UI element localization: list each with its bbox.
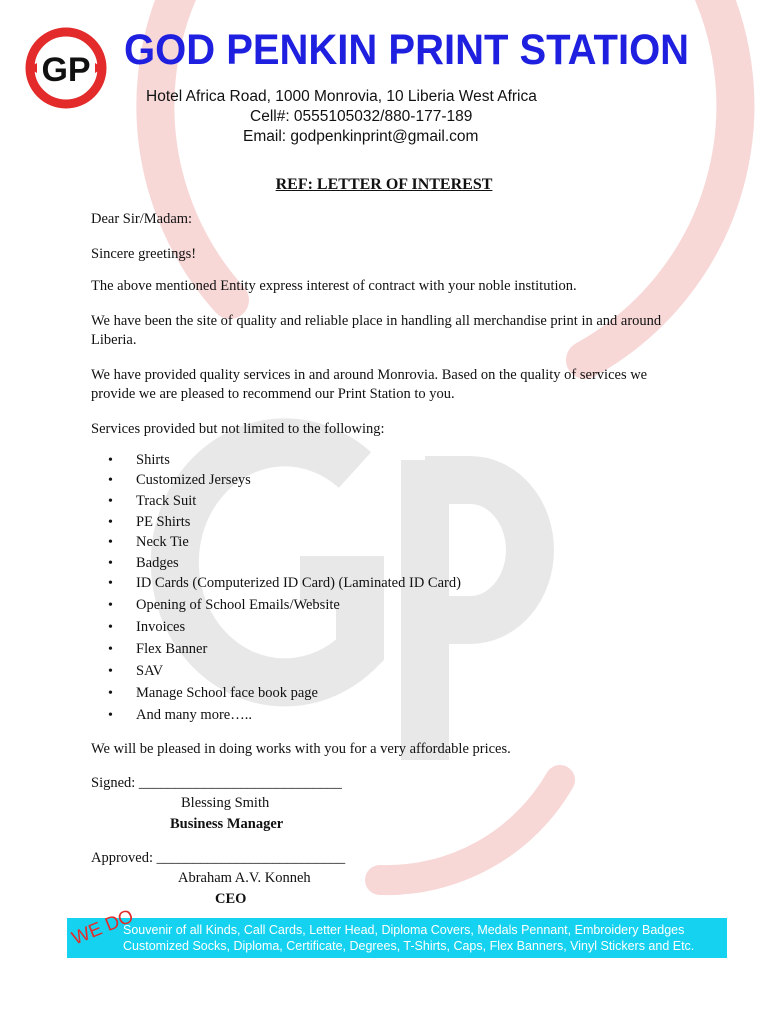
bullet-icon: •: [108, 576, 113, 591]
bullet-icon: •: [108, 556, 113, 571]
service-label: Track Suit: [136, 493, 197, 509]
service-label: Shirts: [136, 452, 170, 468]
bullet-icon: •: [108, 515, 113, 530]
list-item: [108, 534, 189, 551]
service-label: And many more…..: [136, 707, 252, 723]
services-intro: Services provided but not limited to the following:: [91, 421, 385, 437]
service-label: ID Cards (Computerized ID Card) (Laminated ID Card): [136, 575, 461, 591]
list-item: [108, 685, 318, 702]
greeting: Sincere greetings!: [91, 246, 197, 262]
bullet-icon: •: [108, 453, 113, 468]
signer-name: Blessing Smith: [181, 795, 270, 811]
salutation: Dear Sir/Madam:: [91, 211, 193, 227]
banner-line: Souvenir of all Kinds, Call Cards, Letter Head, Diploma Covers, Medals Pennant, Embroidery Badges: [123, 923, 685, 937]
letter-ref-text: REF: LETTER OF INTEREST: [275, 176, 493, 193]
bullet-icon: •: [108, 535, 113, 550]
bullet-icon: •: [108, 494, 113, 509]
list-item: [108, 514, 190, 531]
company-phone: Cell#: 0555105032/880-177-189: [250, 108, 473, 125]
services-banner: [67, 905, 727, 958]
paragraph: The above mentioned Entity express interest of contract with your noble institution.: [91, 278, 577, 294]
gp-logo-icon: [24, 26, 108, 110]
approver-name: Abraham A.V. Konneh: [178, 870, 311, 886]
bullet-icon: •: [108, 686, 113, 701]
service-label: Customized Jerseys: [136, 472, 251, 488]
service-label: Neck Tie: [136, 534, 189, 550]
list-item: [108, 555, 179, 572]
bullet-icon: •: [108, 664, 113, 679]
service-label: SAV: [136, 663, 164, 679]
paragraph: We have provided quality services in and around Monrovia. Based on the quality of services we provide we are pleased to recommend our Print Station to you.: [91, 367, 648, 402]
paragraph: We have been the site of quality and reliable place in handling all merchandise print in and around Liberia.: [91, 313, 662, 348]
we-do-label: WE DO: [69, 905, 137, 950]
list-item: [108, 663, 163, 680]
service-label: Flex Banner: [136, 641, 208, 657]
list-item: [108, 597, 340, 614]
company-email: Email: godpenkinprint@gmail.com: [243, 128, 479, 145]
service-label: PE Shirts: [136, 514, 191, 530]
letter-ref: [0, 176, 768, 194]
company-address: Hotel Africa Road, 1000 Monrovia, 10 Liberia West Africa: [146, 88, 537, 105]
approver-title: CEO: [215, 891, 247, 907]
bullet-icon: •: [108, 473, 113, 488]
signed-line: Signed: ____________________________: [91, 775, 342, 791]
logo-text: GP: [41, 51, 91, 89]
service-label: Manage School face book page: [136, 685, 318, 701]
service-label: Badges: [136, 555, 179, 571]
bullet-icon: •: [108, 598, 113, 613]
list-item: [108, 619, 185, 636]
signer-title: Business Manager: [170, 816, 284, 832]
bullet-icon: •: [108, 620, 113, 635]
list-item: [108, 575, 461, 592]
list-item: [108, 707, 252, 724]
list-item: [108, 472, 251, 489]
company-name: GOD PENKIN PRINT STATION: [124, 26, 690, 74]
approved-line: Approved: __________________________: [91, 850, 346, 866]
list-item: [108, 493, 196, 510]
list-item: [108, 452, 170, 469]
bullet-icon: •: [108, 642, 113, 657]
service-label: Opening of School Emails/Website: [136, 597, 340, 613]
banner-line: Customized Socks, Diploma, Certificate, Degrees, T-Shirts, Caps, Flex Banners, Vinyl Stickers and Etc.: [123, 939, 695, 953]
list-item: [108, 641, 207, 658]
service-label: Invoices: [136, 619, 186, 635]
bullet-icon: •: [108, 708, 113, 723]
closing-paragraph: We will be pleased in doing works with you for a very affordable prices.: [91, 741, 511, 757]
